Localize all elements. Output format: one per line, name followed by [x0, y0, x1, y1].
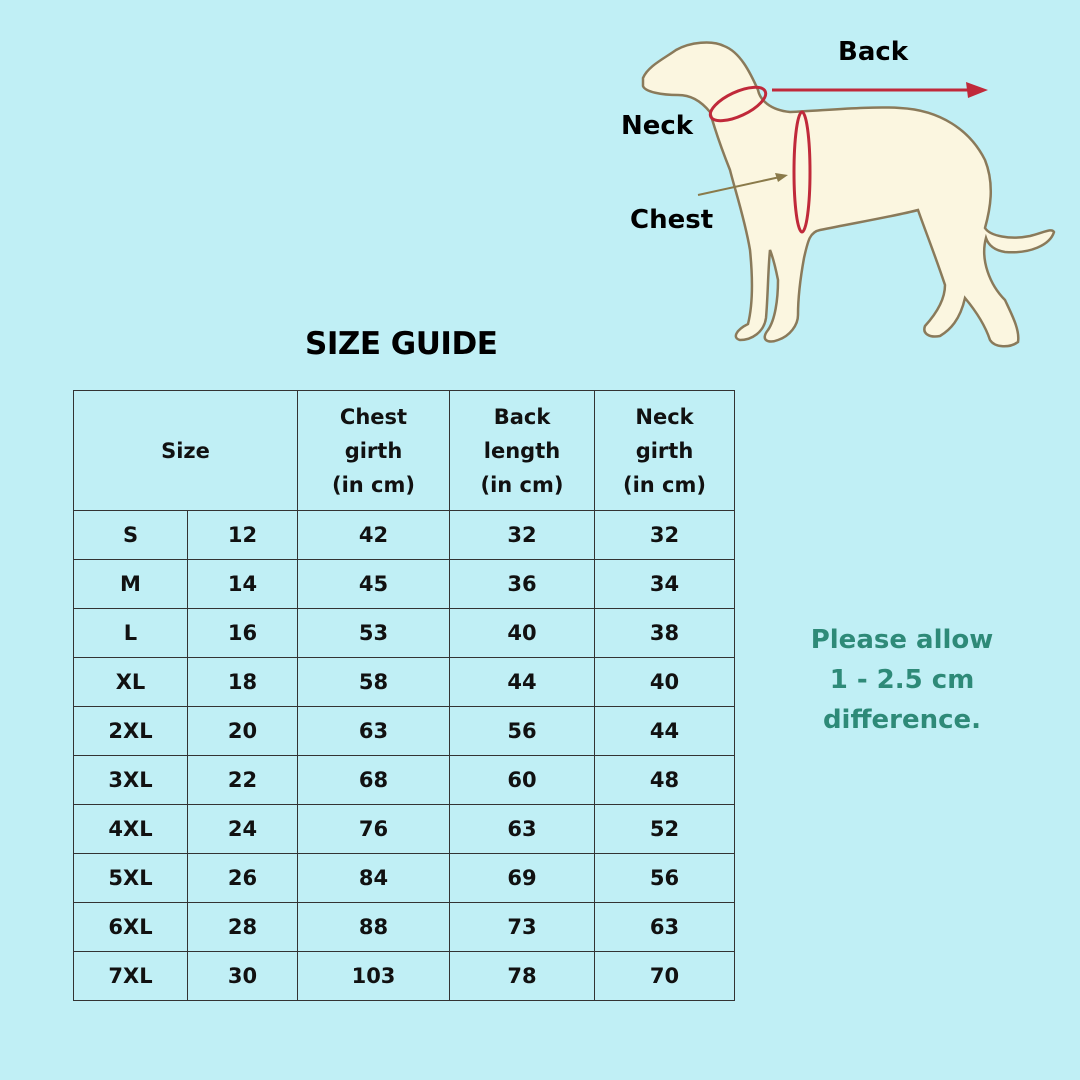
cell-neck: 56 — [595, 854, 735, 903]
table-row — [74, 903, 735, 952]
cell-num: 20 — [188, 707, 298, 756]
table-row — [74, 756, 735, 805]
cell-size: 7XL — [74, 952, 188, 1001]
chest-label: Chest — [630, 205, 714, 235]
cell-back: 63 — [450, 805, 595, 854]
header-back-line1: Back — [493, 404, 551, 429]
cell-back: 40 — [450, 609, 595, 658]
cell-chest: 88 — [298, 903, 450, 952]
cell-neck: 40 — [595, 658, 735, 707]
cell-back: 73 — [450, 903, 595, 952]
neck-label: Neck — [621, 111, 694, 141]
header-chest-line2: girth — [344, 438, 403, 463]
back-arrowhead — [966, 82, 988, 98]
table-row — [74, 952, 735, 1001]
cell-size: L — [74, 609, 188, 658]
cell-size: 6XL — [74, 903, 188, 952]
cell-chest: 58 — [298, 658, 450, 707]
note-line3: difference. — [822, 705, 982, 735]
cell-chest: 63 — [298, 707, 450, 756]
note-line2: 1 - 2.5 cm — [829, 665, 975, 695]
cell-chest: 76 — [298, 805, 450, 854]
cell-num: 28 — [188, 903, 298, 952]
cell-back: 56 — [450, 707, 595, 756]
tolerance-note — [790, 620, 1014, 740]
cell-neck: 32 — [595, 511, 735, 560]
cell-neck: 38 — [595, 609, 735, 658]
cell-back: 69 — [450, 854, 595, 903]
header-back-line2: length — [483, 438, 561, 463]
size-table — [73, 390, 735, 1001]
header-chest-line1: Chest — [339, 404, 408, 429]
cell-num: 26 — [188, 854, 298, 903]
table-row — [74, 511, 735, 560]
cell-size: 2XL — [74, 707, 188, 756]
cell-chest: 68 — [298, 756, 450, 805]
header-back-length — [450, 391, 595, 511]
cell-back: 44 — [450, 658, 595, 707]
header-chest-girth — [298, 391, 450, 511]
cell-num: 14 — [188, 560, 298, 609]
page-title: SIZE GUIDE — [305, 326, 498, 362]
table-row — [74, 658, 735, 707]
cell-chest: 84 — [298, 854, 450, 903]
header-size: Size — [74, 391, 298, 511]
cell-back: 60 — [450, 756, 595, 805]
cell-back: 32 — [450, 511, 595, 560]
header-back-line3: (in cm) — [480, 472, 564, 497]
cell-back: 78 — [450, 952, 595, 1001]
cell-neck: 48 — [595, 756, 735, 805]
note-line1: Please allow — [810, 625, 994, 655]
cell-neck: 52 — [595, 805, 735, 854]
table-row — [74, 707, 735, 756]
cell-size: 3XL — [74, 756, 188, 805]
header-neck-line3: (in cm) — [623, 472, 706, 497]
cell-num: 12 — [188, 511, 298, 560]
cell-back: 36 — [450, 560, 595, 609]
back-label: Back — [838, 37, 909, 67]
dog-measurement-diagram — [600, 20, 1070, 360]
table-row — [74, 560, 735, 609]
table-row — [74, 805, 735, 854]
table-header-row — [74, 391, 735, 511]
cell-num: 22 — [188, 756, 298, 805]
cell-size: XL — [74, 658, 188, 707]
header-neck-line2: girth — [635, 438, 694, 463]
cell-size: M — [74, 560, 188, 609]
cell-chest: 45 — [298, 560, 450, 609]
header-neck-girth — [595, 391, 735, 511]
cell-neck: 44 — [595, 707, 735, 756]
cell-size: S — [74, 511, 188, 560]
cell-neck: 34 — [595, 560, 735, 609]
cell-chest: 53 — [298, 609, 450, 658]
cell-num: 18 — [188, 658, 298, 707]
cell-num: 30 — [188, 952, 298, 1001]
cell-chest: 103 — [298, 952, 450, 1001]
cell-neck: 70 — [595, 952, 735, 1001]
table-row — [74, 609, 735, 658]
cell-size: 4XL — [74, 805, 188, 854]
cell-size: 5XL — [74, 854, 188, 903]
cell-num: 24 — [188, 805, 298, 854]
cell-num: 16 — [188, 609, 298, 658]
header-chest-line3: (in cm) — [332, 472, 415, 497]
cell-neck: 63 — [595, 903, 735, 952]
table-row — [74, 854, 735, 903]
cell-chest: 42 — [298, 511, 450, 560]
header-neck-line1: Neck — [635, 404, 694, 429]
